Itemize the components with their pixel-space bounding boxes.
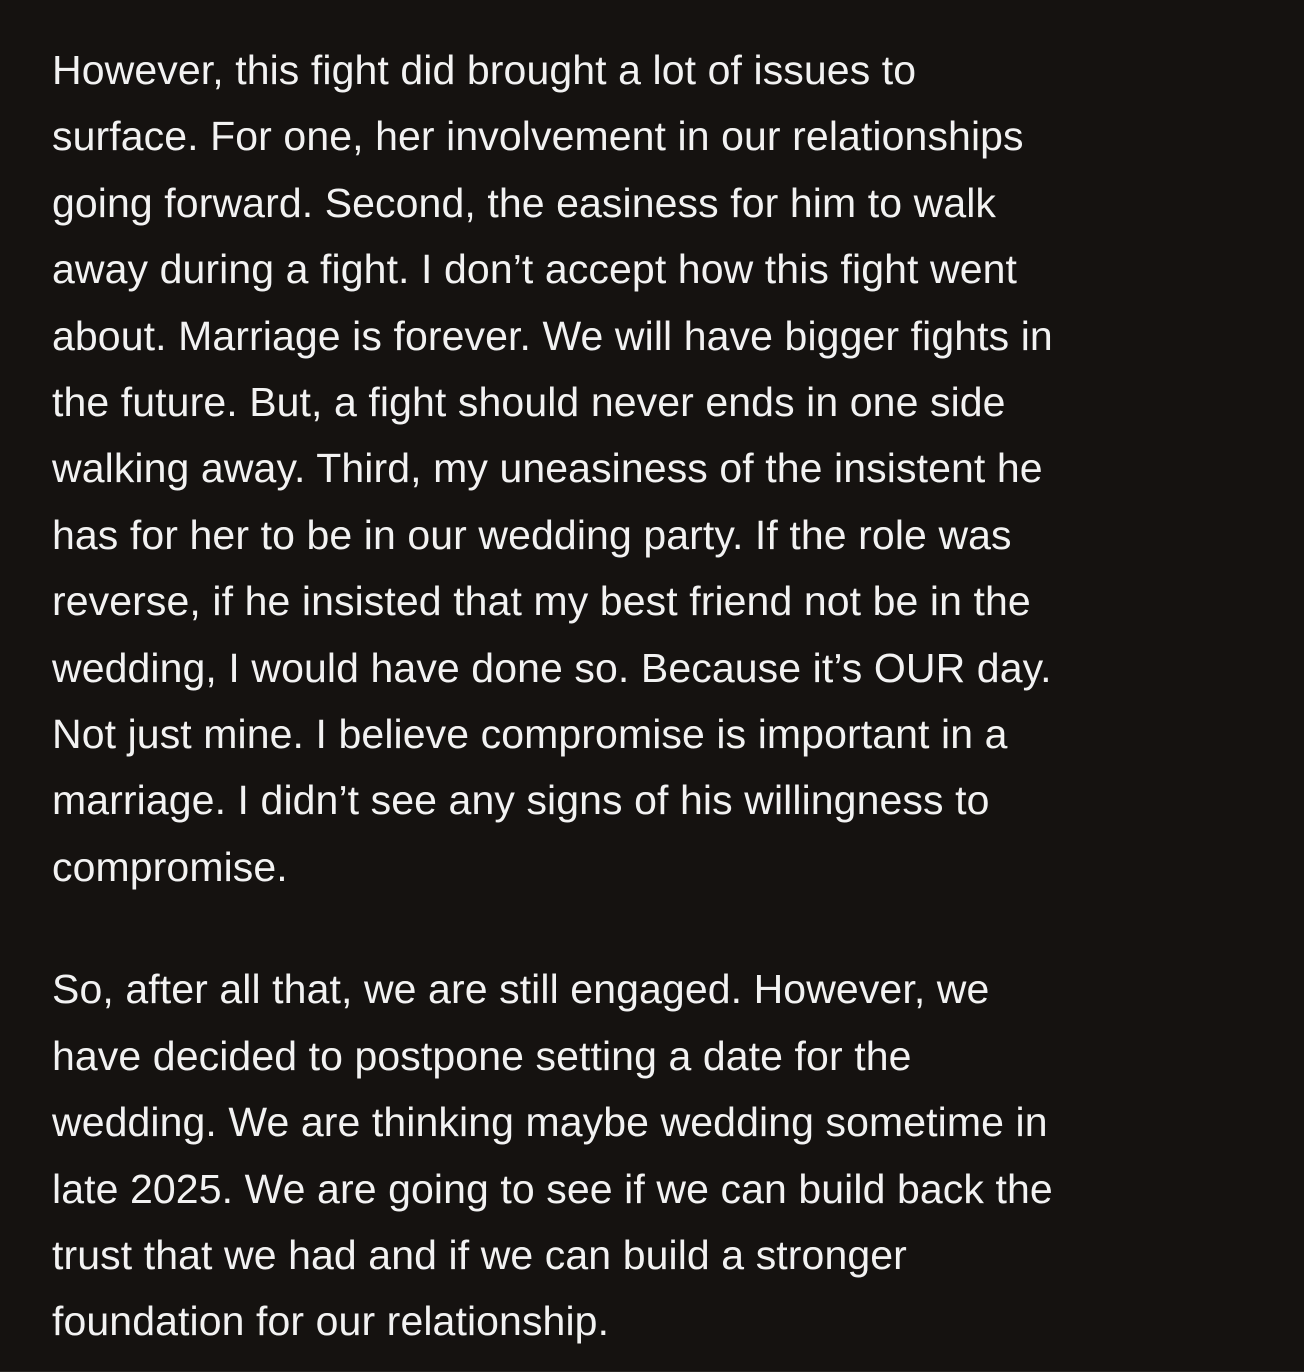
text-line: have decided to postpone setting a date for the <box>52 1032 912 1079</box>
text-line: surface. For one, her involvement in our relationships <box>52 113 1024 160</box>
post-body <box>52 37 1292 1355</box>
paragraph-conclusion <box>52 956 1292 1354</box>
text-line: So, after all that, we are still engaged. However, we <box>52 966 990 1013</box>
text-line: marriage. I didn’t see any signs of his willingness to <box>52 777 990 824</box>
text-line: the future. But, a fight should never ends in one side <box>52 379 1006 426</box>
text-line: compromise. <box>52 843 288 890</box>
text-line: walking away. Third, my uneasiness of the insistent he <box>52 445 1043 492</box>
text-line: about. Marriage is forever. We will have bigger fights in <box>52 312 1053 359</box>
text-line: has for her to be in our wedding party. If the role was <box>52 511 1012 558</box>
paragraph-issues <box>52 37 1292 900</box>
text-line: Not just mine. I believe compromise is important in a <box>52 711 1008 758</box>
text-line: trust that we had and if we can build a stronger <box>52 1231 907 1278</box>
text-line: going forward. Second, the easiness for him to walk <box>52 179 997 226</box>
text-line: reverse, if he insisted that my best friend not be in the <box>52 578 1031 625</box>
text-line: wedding, I would have done so. Because it’s OUR day. <box>52 644 1052 691</box>
text-line: away during a fight. I don’t accept how this fight went <box>52 246 1017 293</box>
text-line: wedding. We are thinking maybe wedding sometime in <box>52 1099 1048 1146</box>
text-line: foundation for our relationship. <box>52 1298 610 1345</box>
text-line: late 2025. We are going to see if we can build back the <box>52 1165 1053 1212</box>
text-line: However, this fight did brought a lot of issues to <box>52 47 917 93</box>
